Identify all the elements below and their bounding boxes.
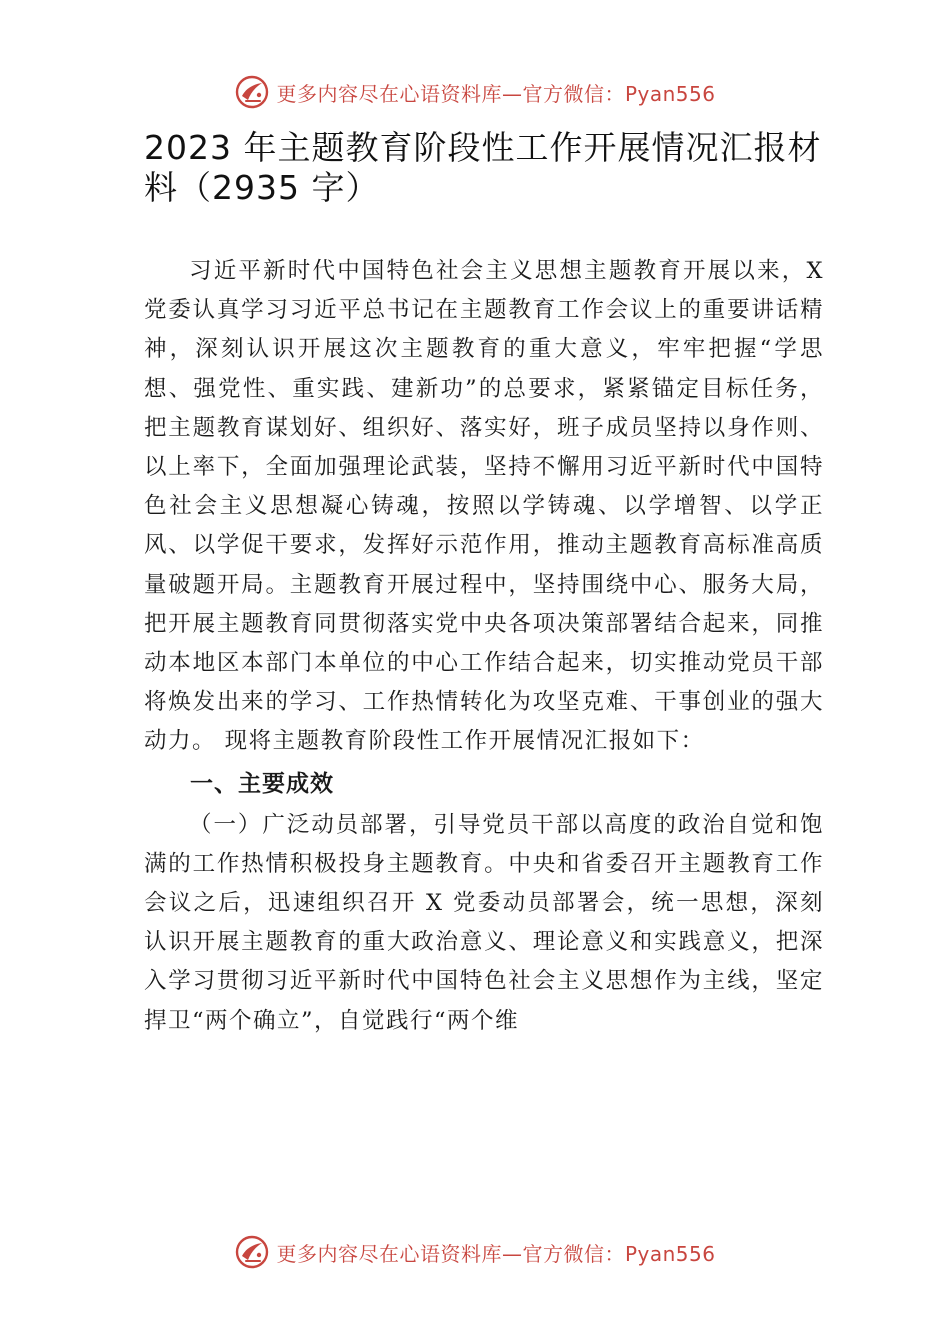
document-body <box>144 252 824 1041</box>
document-title: 2023 年主题教育阶段性工作开展情况汇报材料（2935 字） <box>144 128 822 207</box>
brush-seal-logo-icon <box>234 74 270 110</box>
brush-seal-logo-icon <box>234 1234 270 1270</box>
intro-paragraph: 习近平新时代中国特色社会主义思想主题教育开展以来，X 党委认真学习习近平总书记在主题教育工作会议上的重要讲话精神，深刻认识开展这次主题教育的重大意义，牢牢把握“学思想、强党性、重实践、建新功”的总要求，紧紧锚定目标任务，把主题教育谋划好、组织好、落实好，班子成员坚持以身作则、以上率下，全面加强理论武装，坚持不懈用习近平新时代中国特色社会主义思想凝心铸魂，按照以学铸魂、以学增智、以学正风、以学促干要求，发挥好示范作用，推动主题教育高标准高质量破题开局。主题教育开展过程中，坚持围绕中心、服务大局，把开展主题教育同贯彻落实党中央各项决策部署结合起来，同推动本地区本部门本单位的中心工作结合起来，切实推动党员干部将焕发出来的学习、工作热情转化为攻坚克难、干事创业的强大动力。 现将主题教育阶段性工作开展情况汇报如下： <box>144 258 824 755</box>
header-watermark <box>0 72 950 112</box>
section-heading-main-results: 一、主要成效 <box>190 770 334 797</box>
watermark-text: 更多内容尽在心语资料库—官方微信：Pyan556 <box>276 81 716 106</box>
footer-watermark <box>0 1232 950 1272</box>
section-paragraph-1: （一）广泛动员部署，引导党员干部以高度的政治自觉和饱满的工作热情积极投身主题教育。中央和省委召开主题教育工作会议之后，迅速组织召开 X 党委动员部署会，统一思想，深刻认识开展主题教育的重大政治意义、理论意义和实践意义，把深入学习贯彻习近平新时代中国特色社会主义思想作为主线，坚定捍卫“两个确立”，自觉践行“两个维 <box>144 811 824 1034</box>
watermark-text: 更多内容尽在心语资料库—官方微信：Pyan556 <box>276 1241 716 1266</box>
